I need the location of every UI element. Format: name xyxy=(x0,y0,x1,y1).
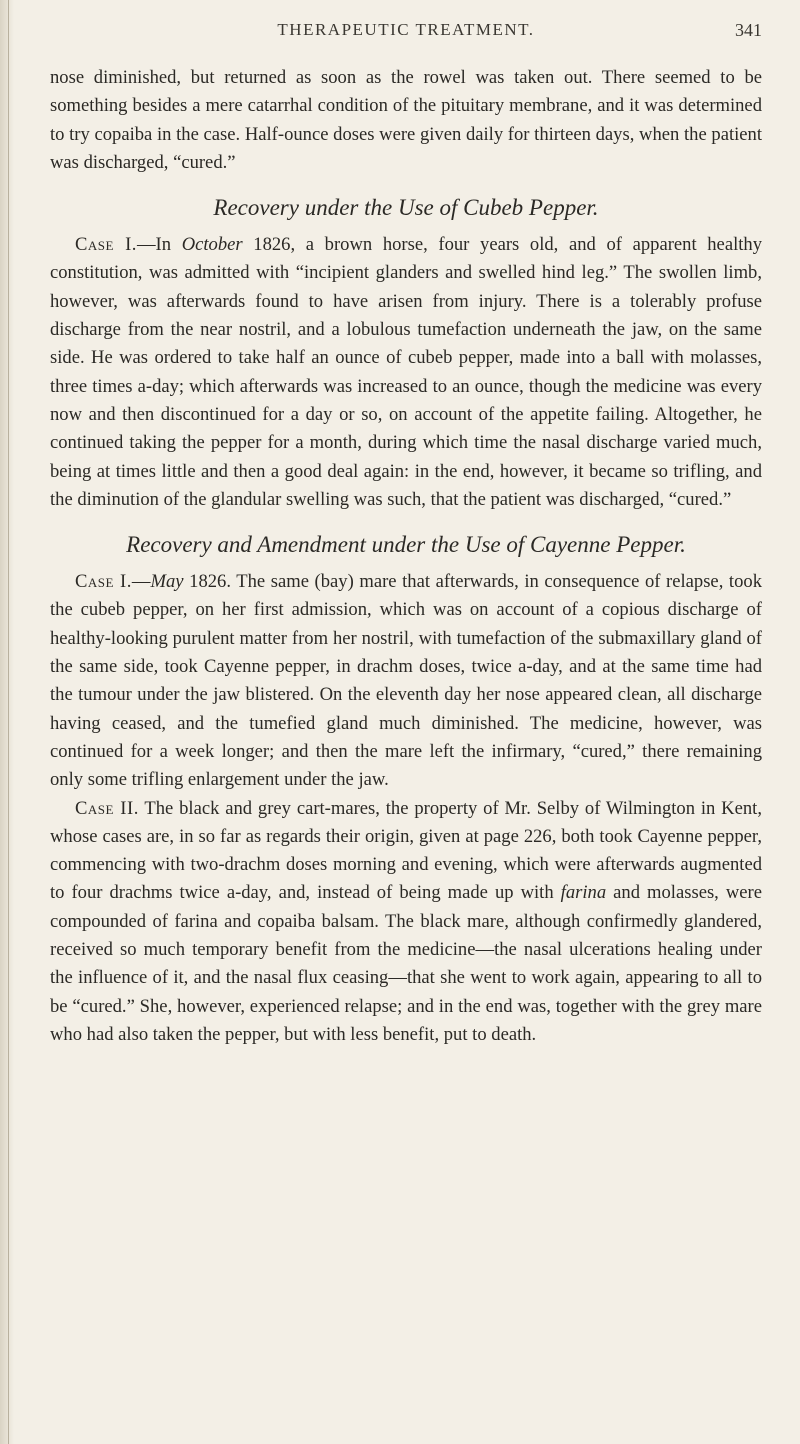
case-month: May xyxy=(150,571,184,593)
case-dash: — xyxy=(131,571,151,593)
case-text-after: and molasses, were compounded of farina and copaiba balsam. The black mare, although confirmedly glandered, received so much temporary benefit from the medicine—the nasal ulcerations healing under the influence of it, and the nasal flux ceasing—that she went to work again, appearing to all to be “cured.” She, however, experienced relapse; and in the end was, together with the grey mare who had also taken the pepper, but with less benefit, put to death. xyxy=(50,882,762,1045)
cayenne-case-1 xyxy=(50,568,762,794)
case-label: Case I. xyxy=(75,234,137,256)
case-month: October xyxy=(181,234,243,256)
case-text: 1826, a brown horse, four years old, and of apparent healthy constitution, was admitted with “incipient glanders and swelled hind leg.” The swollen limb, however, was afterwards found to have arisen from injury. There is a tolerably profuse discharge from the near nostril, and a lobulous tumefaction underneath the jaw, on the same side. He was ordered to take half an ounce of cubeb pepper, made into a ball with molasses, three times a-day; which afterwards was increased to an ounce, though the medicine was every now and then discontinued for a day or so, on account of the appetite failing. Altogether, he continued taking the pepper for a month, during which time the nasal discharge varied much, being at times little and then a good deal again: in the end, however, it became so trifling, and the diminution of the glandular swelling was such, that the patient was discharged, “cured.” xyxy=(50,234,762,510)
cubeb-case-1 xyxy=(50,231,762,514)
cayenne-case-2 xyxy=(50,795,762,1050)
continuation-paragraph: nose diminished, but returned as soon as the rowel was taken out. There seemed to be something besides a mere catarrhal condition of the pituitary membrane, and it was determined to try copaiba in the case. Half-ounce doses were given daily for thirteen days, when the patient was discharged, “cured.” xyxy=(50,67,762,173)
heading-cayenne-pepper: Recovery and Amendment under the Use of Cayenne Pepper. xyxy=(126,532,686,558)
binding-line xyxy=(8,0,9,1444)
binding-edge xyxy=(0,0,14,1444)
case-dash: —In xyxy=(136,234,182,256)
case-text: 1826. The same (bay) mare that afterwards, in consequence of relapse, took the cubeb pepper, on her first admission, which was on account of a copious discharge of healthy-looking purulent matter from her nostril, with tumefaction of the submaxillary gland of the same side, took Cayenne pepper, in drachm doses, twice a-day, and at the same time had the tumour under the jaw blistered. On the eleventh day her nose appeared clean, all discharge having ceased, and the tumefied gland much diminished. The medicine, however, was continued for a week longer; and then the mare left the infirmary, “cured,” there remaining only some trifling enlargement under the jaw. xyxy=(50,571,762,791)
running-head xyxy=(50,20,762,50)
farina-word: farina xyxy=(560,882,607,904)
heading-cubeb-pepper: Recovery under the Use of Cubeb Pepper. xyxy=(213,195,599,221)
book-page xyxy=(50,20,762,1049)
page-number: 341 xyxy=(735,20,762,40)
case-label: Case II. xyxy=(75,797,139,819)
case-text-before: The black and grey cart-mares, the property of Mr. Selby of Wilmington in Kent, whose cases are, in so far as regards their origin, given at page 226, both took Cayenne pepper, commencing with two-drachm doses morning and evening, which were afterwards augmented to four drachms twice a-day, and, instead of being made up with xyxy=(50,797,762,904)
running-title: THERAPEUTIC TREATMENT. xyxy=(277,20,535,39)
case-label: Case I. xyxy=(75,571,132,593)
